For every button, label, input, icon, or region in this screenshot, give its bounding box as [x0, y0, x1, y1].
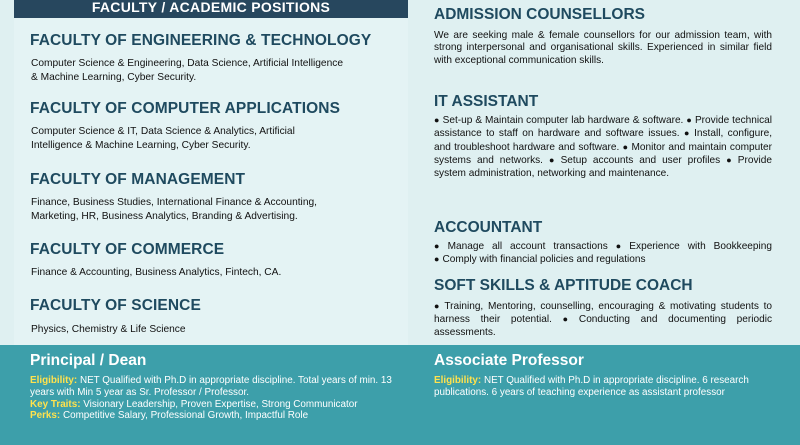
faculty-commerce-title: FACULTY OF COMMERCE [30, 241, 225, 258]
bullet-icon: ● [726, 155, 735, 166]
principal-traits [30, 399, 412, 411]
faculty-science-line-1: Physics, Chemistry & Life Science [31, 324, 186, 335]
it-assistant-body [434, 114, 772, 180]
faculty-science-body [31, 323, 403, 337]
principal-perks-text: Competitive Salary, Professional Growth, Impactful Role [62, 410, 309, 422]
faculty-commerce-body [31, 266, 403, 280]
soft-skills-item: Training, Mentoring, counselling, encouraging & motivating students to harness their potential. [434, 301, 772, 326]
bullet-icon: ● [434, 241, 445, 251]
faculty-computer-applications-body [31, 125, 403, 152]
admission-counsellors-title: ADMISSION COUNSELLORS [434, 6, 645, 23]
it-assistant-item: Monitor and maintain computer systems and networks. [434, 141, 773, 167]
bullet-icon: ● [622, 141, 629, 152]
faculty-engineering-line-1: Computer Science & Engineering, Data Science, Artificial Intelligence [31, 58, 344, 69]
associate-professor-title: Associate Professor [434, 352, 584, 369]
associate-professor-body [434, 375, 774, 399]
faculty-engineering-body [31, 57, 403, 84]
it-assistant-title: IT ASSISTANT [434, 93, 539, 110]
admission-counsellors-body: We are seeking male & female counsellors for our admission team, with strong interpersonal and organisational skills. Experienced in similar field with exceptional communication skills. [434, 30, 772, 66]
faculty-management-title: FACULTY OF MANAGEMENT [30, 171, 246, 188]
accountant-item: Manage all account transactions [447, 241, 608, 252]
it-assistant-item: Install, configure, and troubleshoot hardware and software. [434, 128, 772, 153]
principal-traits-text: Visionary Leadership, Proven Expertise, Strong Communicator [83, 398, 358, 410]
faculty-computer-applications-line-1: Computer Science & IT, Data Science & Analytics, Artificial [31, 126, 295, 137]
bullet-icon: ● [548, 155, 558, 166]
bullet-icon: ● [434, 115, 440, 125]
principal-eligibility-text: NET Qualified with Ph.D in appropriate discipline. Total years of min. 13 years with Min 5 year as Sr. Professor / Professor. [30, 375, 392, 398]
bullet-icon: ● [684, 128, 692, 139]
bullet-icon: ● [562, 314, 576, 325]
faculty-computer-applications-title: FACULTY OF COMPUTER APPLICATIONS [30, 100, 341, 117]
faculty-engineering-line-2: & Machine Learning, Cyber Security. [31, 71, 197, 83]
it-assistant-item: Setup accounts and user profiles [560, 155, 721, 167]
bullet-icon: ● [686, 115, 692, 125]
bullet-icon: ● [434, 254, 440, 265]
eligibility-label: Eligibility: [30, 375, 78, 386]
soft-skills-title: SOFT SKILLS & APTITUDE COACH [434, 277, 693, 294]
faculty-banner: FACULTY / ACADEMIC POSITIONS [14, 0, 408, 18]
faculty-engineering-title: FACULTY OF ENGINEERING & TECHNOLOGY [30, 32, 372, 49]
soft-skills-item: Conducting and documenting periodic assessments. [434, 314, 773, 338]
perks-label: Perks: [30, 410, 61, 422]
accountant-item: Experience with Bookkeeping [629, 241, 772, 252]
it-assistant-item: Provide technical assistance to staff on hardware and software issues. [434, 115, 772, 140]
eligibility-label: Eligibility: [434, 375, 482, 386]
principal-dean-title: Principal / Dean [30, 352, 147, 369]
principal-dean-body [30, 375, 412, 422]
accountant-title: ACCOUNTANT [434, 219, 543, 236]
bullet-icon: ● [434, 301, 442, 311]
faculty-management-line-1: Finance, Business Studies, International Finance & Accounting, [31, 197, 317, 208]
accountant-body [434, 240, 772, 267]
it-assistant-item: Provide system administration, networking and maintenance. [434, 155, 773, 179]
accountant-item: Comply with financial policies and regulations [442, 254, 646, 266]
associate-eligibility-text: NET Qualified with Ph.D in appropriate discipline. 6 research publications. 6 years of teaching experience as assistant professor [434, 375, 749, 398]
bullet-icon: ● [615, 241, 627, 251]
principal-perks [30, 410, 412, 422]
faculty-management-body [31, 196, 403, 223]
faculty-management-line-2: Marketing, HR, Business Analytics, Branding & Advertising. [31, 210, 298, 222]
key-traits-label: Key Traits: [30, 398, 81, 410]
faculty-computer-applications-line-2: Intelligence & Machine Learning, Cyber Security. [31, 139, 251, 151]
faculty-commerce-line-1: Finance & Accounting, Business Analytics, Fintech, CA. [31, 267, 282, 278]
faculty-science-title: FACULTY OF SCIENCE [30, 297, 201, 314]
soft-skills-body [434, 300, 772, 339]
it-assistant-item: Set-up & Maintain computer lab hardware & software. [442, 115, 684, 126]
principal-eligibility [30, 375, 412, 399]
